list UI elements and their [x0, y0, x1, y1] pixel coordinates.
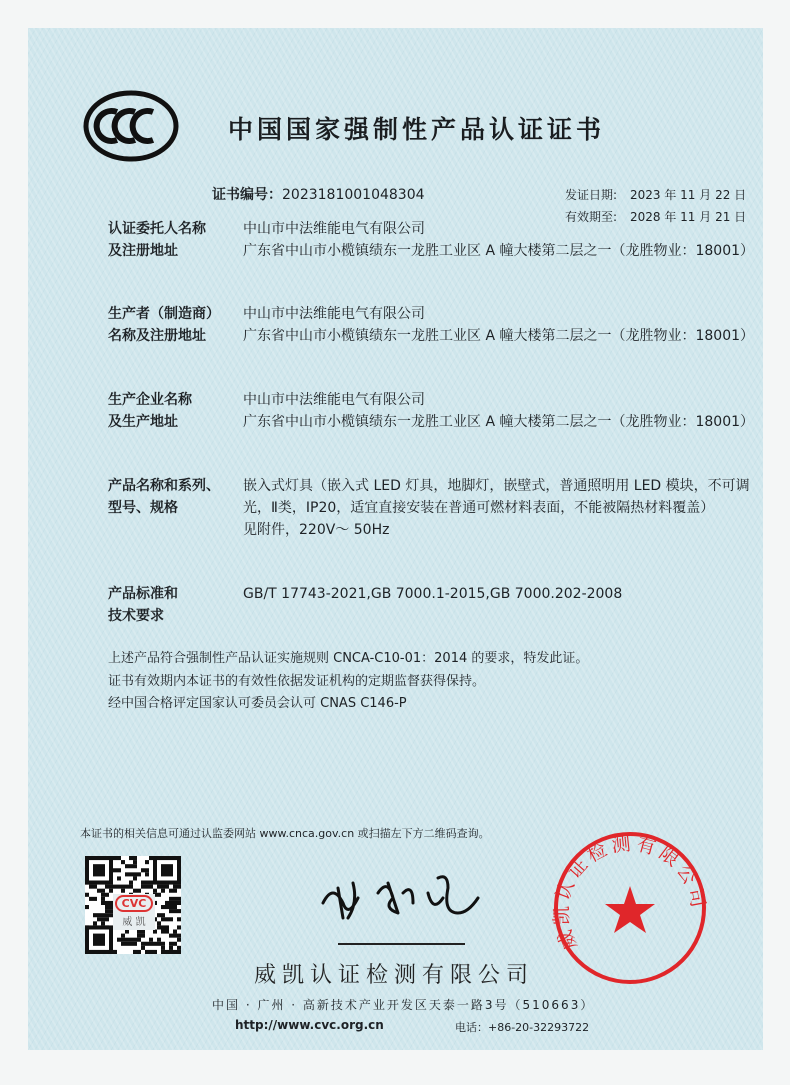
- standards-label: 产品标准和 技术要求: [108, 586, 178, 624]
- signature-line: [338, 943, 465, 945]
- certificate-number: [212, 184, 425, 204]
- company-name: 威凯认证检测有限公司: [254, 963, 535, 988]
- company-address: 中国 · 广州 · 高新技术产业开发区天泰一路3号（510663）: [212, 998, 595, 1012]
- cvc-logo: CVC 威 凯: [113, 894, 155, 930]
- statements: 上述产品符合强制性产品认证实施规则 CNCA-C10-01：2014 的要求，特发此证。 证书有效期内本证书的有效性依据发证机构的定期监督获得保持。 经中国合格评定国家认可委员会认可 CNAS C146-P: [108, 651, 589, 711]
- company-website[interactable]: http://www.cvc.org.cn: [235, 1018, 384, 1032]
- qr-code[interactable]: [85, 856, 181, 954]
- product-label: 产品名称和系列、 型号、规格: [108, 478, 220, 516]
- cert-no-label: 证书编号：: [212, 187, 282, 203]
- factory-label: 生产企业名称 及生产地址: [108, 392, 192, 430]
- manufacturer-value: 中山市中法维能电气有限公司 广东省中山市小榄镇绩东一龙胜工业区 A 幢大楼第二层之一（龙胜物业：18001）: [243, 306, 755, 344]
- issue-date-value: 2023 年 11 月 22 日: [630, 188, 747, 202]
- official-seal: [550, 828, 710, 988]
- certificate-title: 中国国家强制性产品认证证书: [228, 115, 606, 144]
- cert-no-value: 2023181001048304: [282, 187, 425, 203]
- issue-date-label: 发证日期:: [565, 188, 618, 202]
- manufacturer-label: 生产者（制造商） 名称及注册地址: [108, 306, 220, 344]
- ccc-logo: [83, 90, 179, 162]
- expiry-date-value: 2028 年 11 月 21 日: [630, 210, 747, 224]
- svg-text:威凯认证检测有限公司: 威凯认证检测有限公司: [550, 832, 710, 953]
- company-phone: 电话：+86-20-32293722: [455, 1021, 590, 1034]
- certificate: [28, 28, 763, 1050]
- standards-value: GB/T 17743-2021,GB 7000.1-2015,GB 7000.202-2008: [243, 586, 623, 602]
- factory-value: 中山市中法维能电气有限公司 广东省中山市小榄镇绩东一龙胜工业区 A 幢大楼第二层之一（龙胜物业：18001）: [243, 392, 755, 430]
- signature: [313, 863, 483, 938]
- verification-note: 本证书的相关信息可通过认监委网站 www.cnca.gov.cn 或扫描左下方二维码查询。: [80, 827, 490, 840]
- applicant-value: 中山市中法维能电气有限公司 广东省中山市小榄镇绩东一龙胜工业区 A 幢大楼第二层之一（龙胜物业：18001）: [243, 221, 755, 259]
- expiry-date-label: 有效期至:: [565, 210, 618, 224]
- product-value: 嵌入式灯具（嵌入式 LED 灯具，地脚灯，嵌壁式，普通照明用 LED 模块，不可调光，Ⅱ类，IP20，适宜直接安装在普通可燃材料表面，不能被隔热材料覆盖） 见附件，220V～ 50Hz: [243, 478, 750, 538]
- applicant-label: 认证委托人名称 及注册地址: [108, 221, 206, 259]
